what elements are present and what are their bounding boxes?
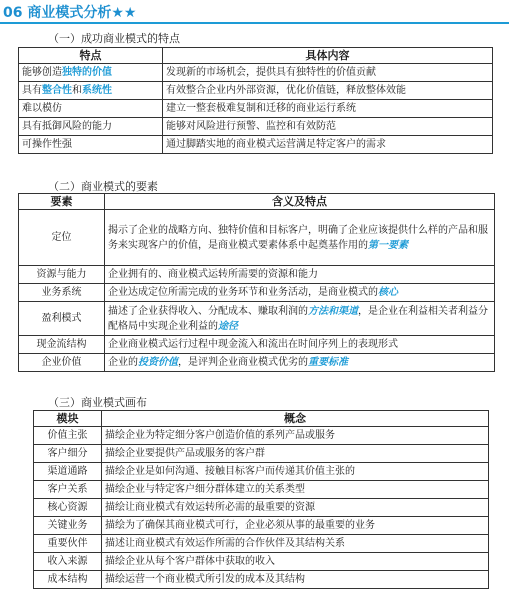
meaning-cell: 企业的投资价值，是评判企业商业模式优劣的重要标准 [105,354,495,372]
concept-cell: 描绘企业要提供产品或服务的客户群 [102,445,489,463]
element-col-header: 要素 [19,194,105,210]
module-cell: 价值主张 [34,427,102,445]
feature-cell: 难以模仿 [19,100,163,118]
element-cell: 现金流结构 [19,336,105,354]
elements-header-row [19,194,495,210]
feature-cell: 可操作性强 [19,136,163,154]
content-cell: 建立一整套极难复制和迁移的商业运行系统 [163,100,493,118]
elements-table [18,193,495,372]
element-cell: 定位 [19,210,105,266]
section2-heading: （二）商业模式的要素 [48,180,158,193]
table-row [34,535,489,553]
table-row [34,499,489,517]
module-cell: 客户细分 [34,445,102,463]
table-row [19,336,495,354]
table-row [19,136,493,154]
feature-cell: 具有整合性和系统性 [19,82,163,100]
table-row [34,571,489,589]
content-col-header: 具体内容 [163,48,493,64]
element-cell: 业务系统 [19,284,105,302]
features-table [18,47,493,154]
meaning-cell: 揭示了企业的战略方向、独特价值和目标客户，明确了企业应该提供什么样的产品和服务来实现客户的价值，是商业模式要素体系中起奠基作用的第一要素 [105,210,495,266]
meaning-col-header: 含义及特点 [105,194,495,210]
canvas-header-row [34,411,489,427]
canvas-table [33,410,489,589]
table-row [19,100,493,118]
concept-cell: 描绘企业是如何沟通、接触目标客户而传递其价值主张的 [102,463,489,481]
section3-heading: （三）商业模式画布 [48,396,147,409]
content-cell: 发现新的市场机会，提供具有独特性的价值贡献 [163,64,493,82]
meaning-cell: 企业达成定位所需完成的业务环节和业务活动，是商业模式的核心 [105,284,495,302]
table-row [19,210,495,266]
concept-col-header: 概念 [102,411,489,427]
meaning-cell: 描述了企业获得收入、分配成本、赚取利润的方法和渠道，是企业在利益相关者利益分配格局中实现企业利益的途径 [105,302,495,336]
table-row [34,463,489,481]
content-cell: 有效整合企业内外部资源，优化价值链，释放整体效能 [163,82,493,100]
table-row [19,64,493,82]
element-cell: 盈利模式 [19,302,105,336]
meaning-cell: 企业拥有的、商业模式运转所需要的资源和能力 [105,266,495,284]
concept-cell: 描述让商业模式有效运作所需的合作伙伴及其结构关系 [102,535,489,553]
concept-cell: 描绘为了确保其商业模式可行，企业必须从事的最重要的业务 [102,517,489,535]
table-row [34,553,489,571]
features-col-header: 特点 [19,48,163,64]
table-row [34,445,489,463]
module-cell: 渠道通路 [34,463,102,481]
page-title: 06 商业模式分析★★ [3,5,137,21]
module-cell: 核心资源 [34,499,102,517]
module-cell: 关键业务 [34,517,102,535]
features-header-row [19,48,493,64]
module-cell: 成本结构 [34,571,102,589]
concept-cell: 描绘企业为特定细分客户创造价值的系列产品或服务 [102,427,489,445]
element-cell: 资源与能力 [19,266,105,284]
table-row [19,284,495,302]
module-cell: 收入来源 [34,553,102,571]
table-row [34,481,489,499]
concept-cell: 描绘运营一个商业模式所引发的成本及其结构 [102,571,489,589]
module-cell: 重要伙伴 [34,535,102,553]
feature-cell: 具有抵御风险的能力 [19,118,163,136]
table-row [19,302,495,336]
concept-cell: 描绘让商业模式有效运转所必需的最重要的资源 [102,499,489,517]
element-cell: 企业价值 [19,354,105,372]
module-cell: 客户关系 [34,481,102,499]
table-row [19,354,495,372]
content-cell: 通过脚踏实地的商业模式运营满足特定客户的需求 [163,136,493,154]
feature-cell: 能够创造独特的价值 [19,64,163,82]
table-row [19,266,495,284]
table-row [19,118,493,136]
table-row [34,427,489,445]
meaning-cell: 企业商业模式运行过程中现金流入和流出在时间序列上的表现形式 [105,336,495,354]
section1-heading: （一）成功商业模式的特点 [48,32,180,45]
module-col-header: 模块 [34,411,102,427]
content-cell: 能够对风险进行预警、监控和有效防范 [163,118,493,136]
table-row [34,517,489,535]
concept-cell: 描绘企业从每个客户群体中获取的收入 [102,553,489,571]
table-row [19,82,493,100]
concept-cell: 描绘企业与特定客户细分群体建立的关系类型 [102,481,489,499]
title-bar [0,0,509,24]
